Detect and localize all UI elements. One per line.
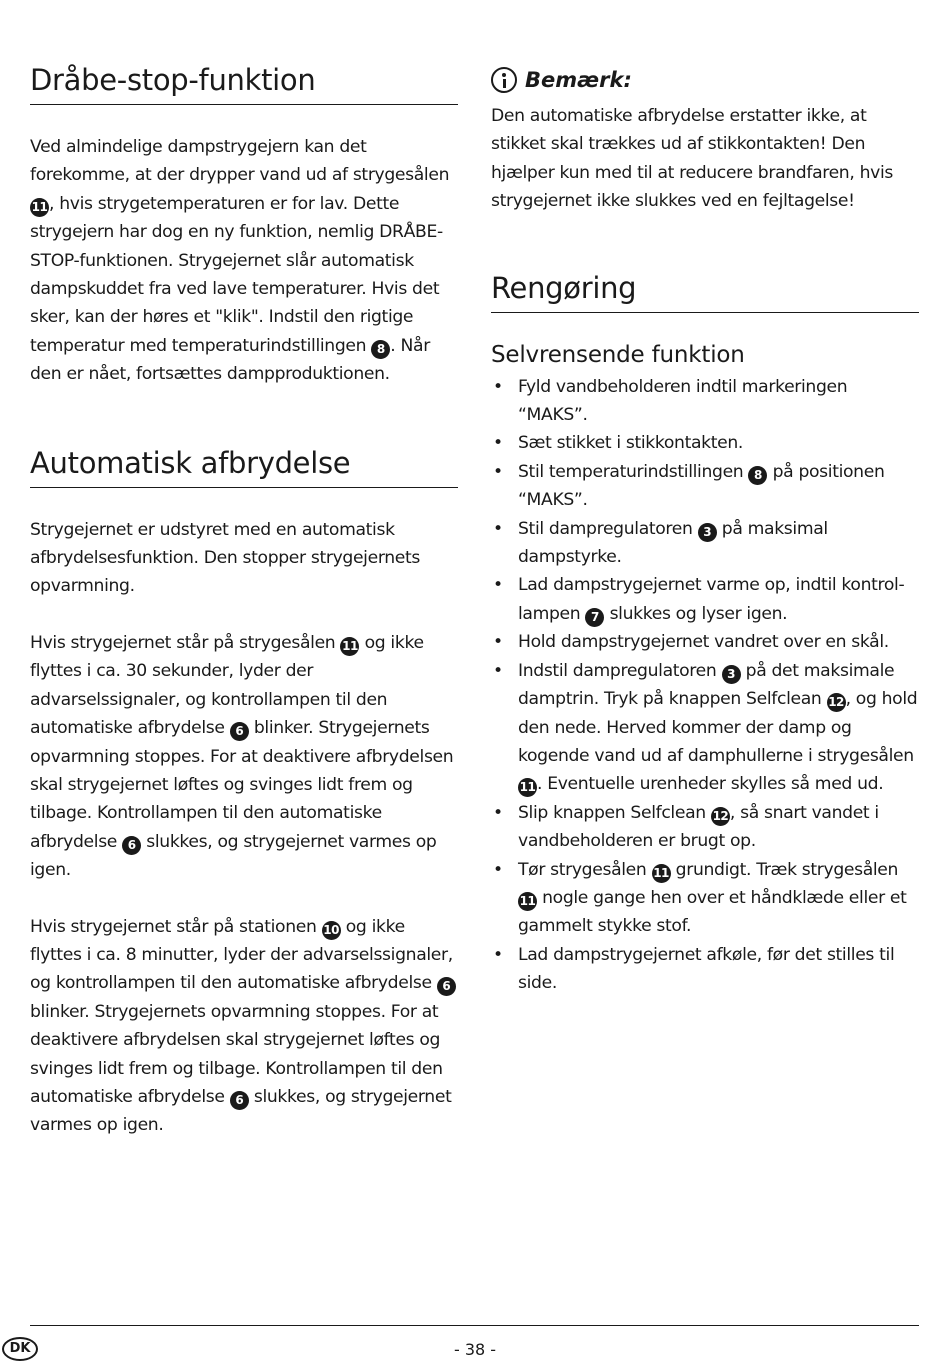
list-item: • Slip knappen Selfclean 12, så snart vandet i vandbeholderen er brugt op. [491,799,919,856]
heading-cleaning: Rengøring [491,266,919,313]
auto-shutoff-station-paragraph: Hvis strygejernet står på stationen 10 og ikke flyttes i ca. 8 minutter, lyder der advarselssignaler, og kontrollampen til den automatiske afbrydelse 6 blinker. Strygejernets opvarmning stoppes. For at deaktivere afbrydelsen skal strygejernet løftes og svinges lidt frem og tilbage. Kontrollampen til den automatiske afbrydelse 6 slukkes, og strygejernet varmes op igen. [30,913,458,1140]
part-number-badge: 12 [827,693,846,712]
drip-stop-paragraph: Ved almindelige dampstrygejern kan det forekomme, at der drypper vand ud af strygesålen 11, hvis strygetemperaturen er for lav. Dette strygejern har dog en ny funktion, nemlig DRÅBE-STOP-funktionen. Strygejernet slår automatisk dampskuddet fra ved lave temperaturer. Hvis det sker, kan der høres et "klik". Indstil den rigtige temperatur med temperaturindstillingen 8 . Når den er nået, fortsættes dampproduktionen. [30,137,450,385]
part-number-badge: 3 [722,665,741,684]
part-number-badge: 11 [652,864,671,883]
part-number-badge: 12 [711,807,730,826]
part-number-badge: 8 [371,340,390,359]
info-icon [491,67,517,93]
list-item: • Stil dampregulatoren 3 på maksimal dampstyrke. [491,515,919,572]
self-clean-steps [491,373,919,998]
list-item: • Sæt stikket i stikkontakten. [491,429,919,457]
part-number-badge: 11 [30,198,49,217]
note-text: Den automatiske afbrydelse erstatter ikke, at stikket skal trækkes ud af stikkontakten! Den hjælper kun med til at reducere brandfaren, hvis strygejernet ikke slukkes ved en fejltagelse! [491,106,893,212]
part-number-badge: 7 [585,608,604,627]
right-column [491,58,919,998]
language-badge: DK [2,1337,38,1361]
heading-auto-shutoff: Automatisk afbrydelse [30,441,458,488]
list-item: • Indstil dampregulatoren 3 på det maksimale damptrin. Tryk på knappen Selfclean 12, og hold den nede. Herved kommer der damp og kogende vand ud af damphullerne i strygesålen 11. Eventuelle urenheder skylles så med ud. [491,657,919,799]
heading-drip-stop: Dråbe-stop-funktion [30,58,458,105]
part-number-badge: 3 [698,523,717,542]
part-number-badge: 8 [748,466,767,485]
list-item: • Stil temperaturindstillingen 8 på positionen “MAKS”. [491,458,919,515]
list-item: • Fyld vandbeholderen indtil markeringen “MAKS”. [491,373,919,430]
part-number-badge: 6 [122,836,141,855]
part-number-badge: 11 [518,892,537,911]
footer-divider [30,1325,919,1326]
note-header [491,58,919,102]
page-number: - 38 - [453,1340,497,1359]
part-number-badge: 10 [322,921,341,940]
left-column [30,58,458,1140]
list-item: • Tør strygesålen 11 grundigt. Træk strygesålen 11 nogle gange hen over et håndklæde eller et gammelt stykke stof. [491,856,919,941]
auto-shutoff-intro: Strygejernet er udstyret med en automatisk afbrydelsesfunktion. Den stopper strygejernets opvarmning. [30,519,421,597]
part-number-badge: 11 [518,778,537,797]
list-item: • Hold dampstrygejernet vandret over en skål. [491,628,919,656]
subheading-self-clean: Selvrensende funktion [491,341,745,368]
list-item: • Lad dampstrygejernet afkøle, før det stilles til side. [491,941,919,998]
part-number-badge: 11 [340,637,359,656]
auto-shutoff-soleplate-paragraph: Hvis strygejernet står på strygesålen 11 og ikke flyttes i ca. 30 sekunder, lyder der advarselssignaler, og kontrollampen til den automatiske afbrydelse 6 blinker. Strygejernets opvarmning stoppes. For at deaktivere afbrydelsen skal strygejernet løftes og svinges lidt frem og tilbage. Kontrollampen til den automatiske afbrydelse 6 slukkes, og strygejernet varmes op igen. [30,632,454,881]
list-item: • Lad dampstrygejernet varme op, indtil kontrollampen 7 slukkes og lyser igen. [491,571,919,628]
part-number-badge: 6 [437,977,456,996]
part-number-badge: 6 [230,1091,249,1110]
part-number-badge: 6 [230,722,249,741]
note-title: Bemærk: [525,68,632,92]
